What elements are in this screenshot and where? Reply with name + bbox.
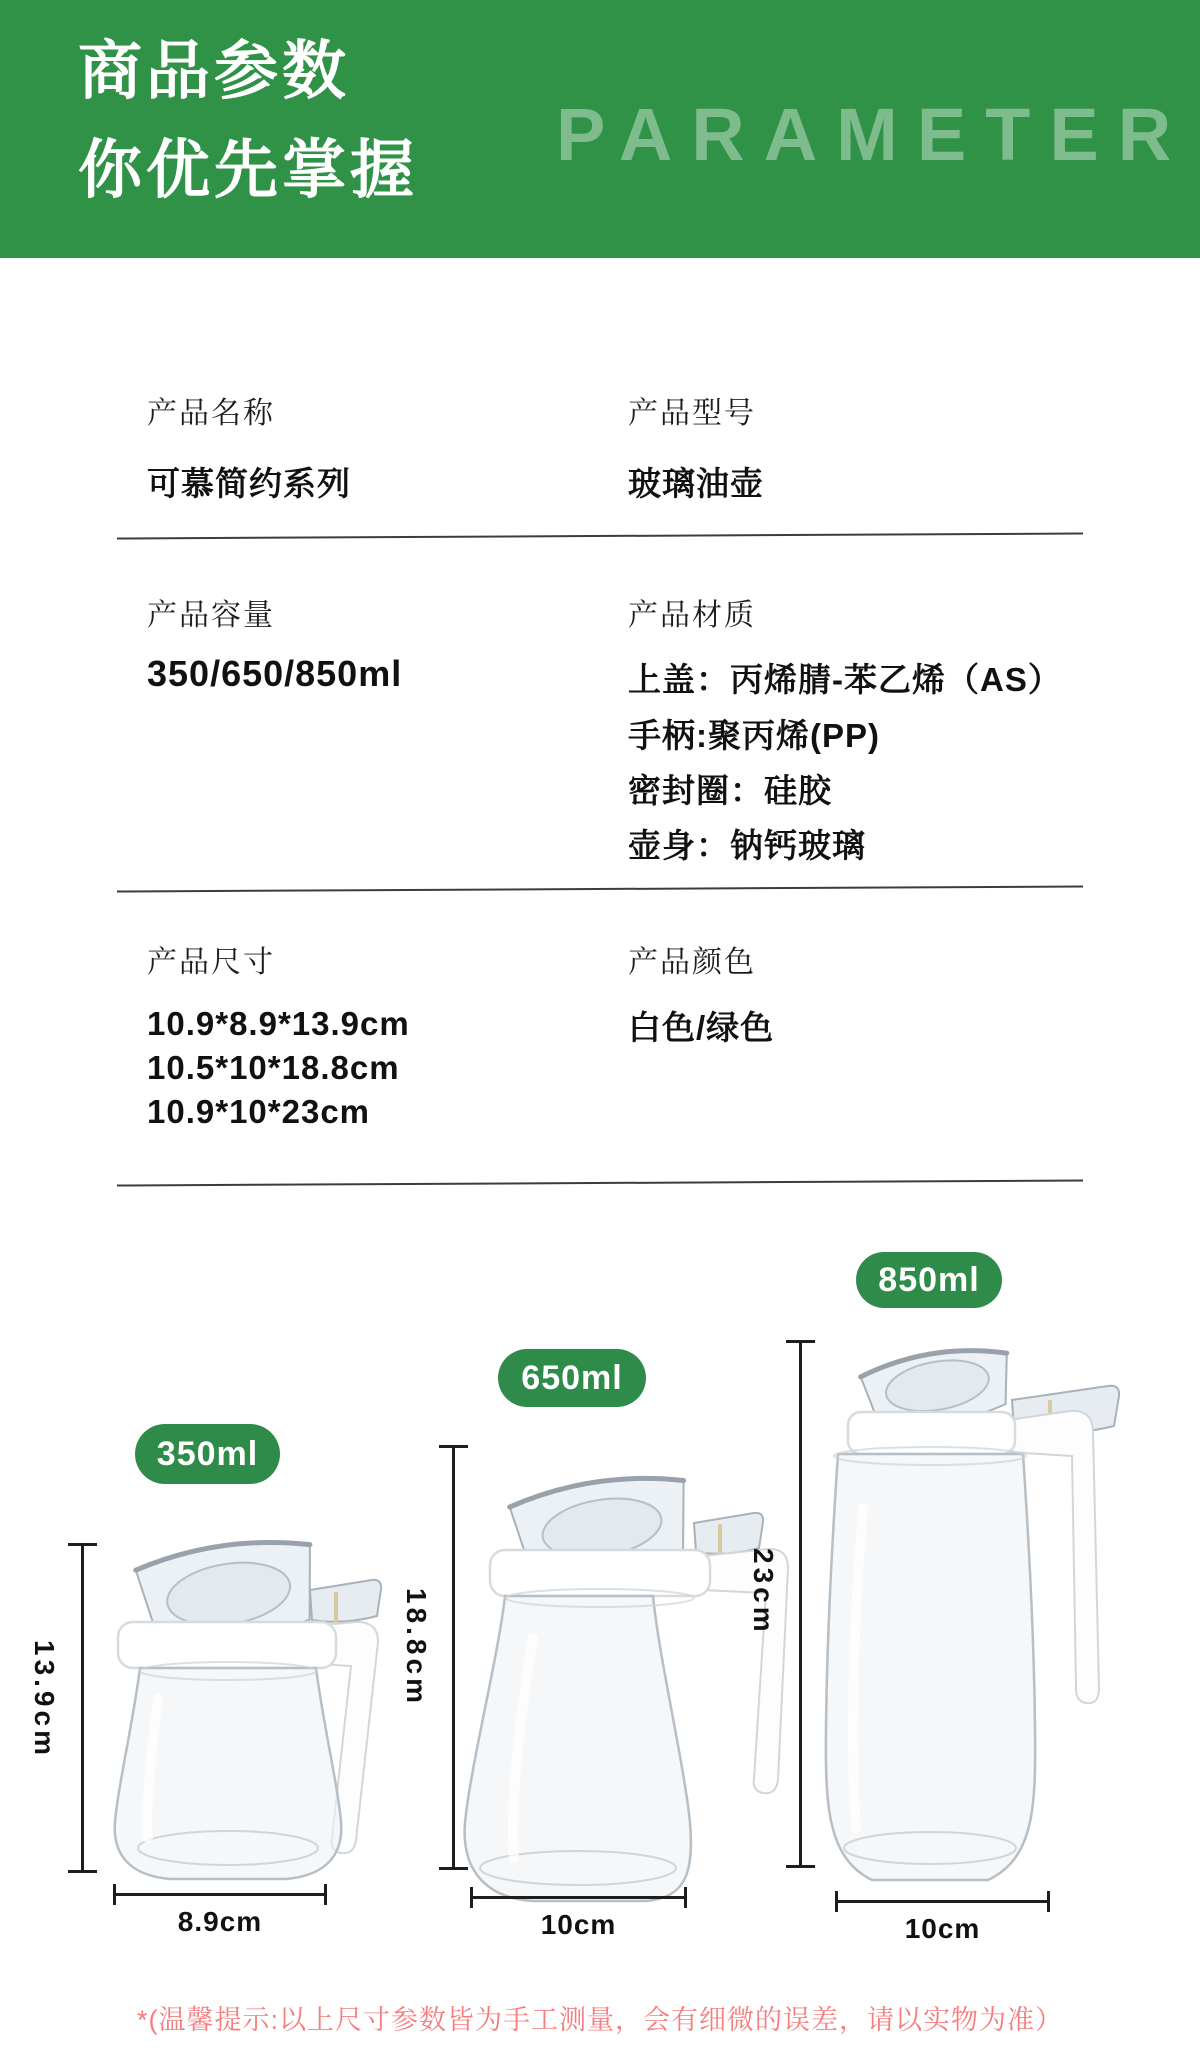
spec-label-material: 产品材质 bbox=[628, 599, 756, 632]
height-line-350ml bbox=[81, 1543, 84, 1873]
spec-value-size-2: 10.5*10*18.8cm bbox=[147, 1049, 400, 1086]
height-label-350ml: 13.9cm bbox=[29, 1640, 60, 1759]
spec-value-material-lid: 上盖：丙烯腈-苯乙烯（AS） bbox=[628, 661, 1062, 698]
width-label-850ml: 10cm bbox=[904, 1913, 981, 1944]
width-line-650ml bbox=[470, 1896, 687, 1899]
page-title-line1: 商品参数 bbox=[78, 35, 350, 107]
width-line-350ml bbox=[113, 1893, 327, 1896]
divider-3 bbox=[117, 1179, 1083, 1186]
spec-value-size-1: 10.9*8.9*13.9cm bbox=[147, 1005, 410, 1042]
width-label-650ml: 10cm bbox=[540, 1909, 617, 1940]
spec-value-material-body: 壶身：钠钙玻璃 bbox=[628, 827, 866, 864]
header-banner bbox=[0, 0, 1200, 258]
oil-bottle-650ml bbox=[448, 1448, 793, 1908]
spec-value-capacity: 350/650/850ml bbox=[147, 653, 403, 694]
spec-value-color: 白色/绿色 bbox=[628, 1009, 775, 1046]
badge-650ml: 650ml bbox=[498, 1349, 646, 1407]
spec-label-product-name: 产品名称 bbox=[147, 397, 275, 430]
spec-label-color: 产品颜色 bbox=[628, 946, 756, 979]
spec-label-product-model: 产品型号 bbox=[628, 397, 756, 430]
header-watermark-text: PARAMETER bbox=[556, 93, 1191, 176]
oil-bottle-850ml bbox=[808, 1328, 1148, 1913]
width-label-350ml: 8.9cm bbox=[177, 1906, 263, 1937]
spec-value-product-name: 可慕简约系列 bbox=[147, 465, 351, 502]
oil-bottle-350ml bbox=[88, 1528, 388, 1893]
width-line-850ml bbox=[835, 1900, 1050, 1903]
page-title-line2: 你优先掌握 bbox=[78, 134, 418, 206]
spec-value-product-model: 玻璃油壶 bbox=[628, 465, 764, 502]
spec-label-capacity: 产品容量 bbox=[147, 599, 275, 632]
badge-350ml: 350ml bbox=[135, 1424, 280, 1484]
divider-1 bbox=[117, 532, 1083, 539]
spec-value-size-3: 10.9*10*23cm bbox=[147, 1093, 371, 1130]
measurement-disclaimer: *(温馨提示:以上尺寸参数皆为手工测量，会有细微的误差，请以实物为准） bbox=[137, 2005, 1063, 2035]
spec-label-size: 产品尺寸 bbox=[147, 946, 275, 979]
page-title bbox=[78, 22, 418, 220]
height-line-650ml bbox=[452, 1445, 455, 1870]
height-line-850ml bbox=[799, 1340, 802, 1868]
spec-value-material-seal: 密封圈：硅胶 bbox=[628, 772, 832, 809]
spec-value-material-handle: 手柄:聚丙烯(PP) bbox=[628, 717, 880, 754]
height-label-650ml: 18.8cm bbox=[401, 1588, 432, 1707]
badge-850ml: 850ml bbox=[856, 1252, 1002, 1308]
height-label-850ml: 23cm bbox=[748, 1548, 779, 1636]
divider-2 bbox=[117, 885, 1083, 892]
